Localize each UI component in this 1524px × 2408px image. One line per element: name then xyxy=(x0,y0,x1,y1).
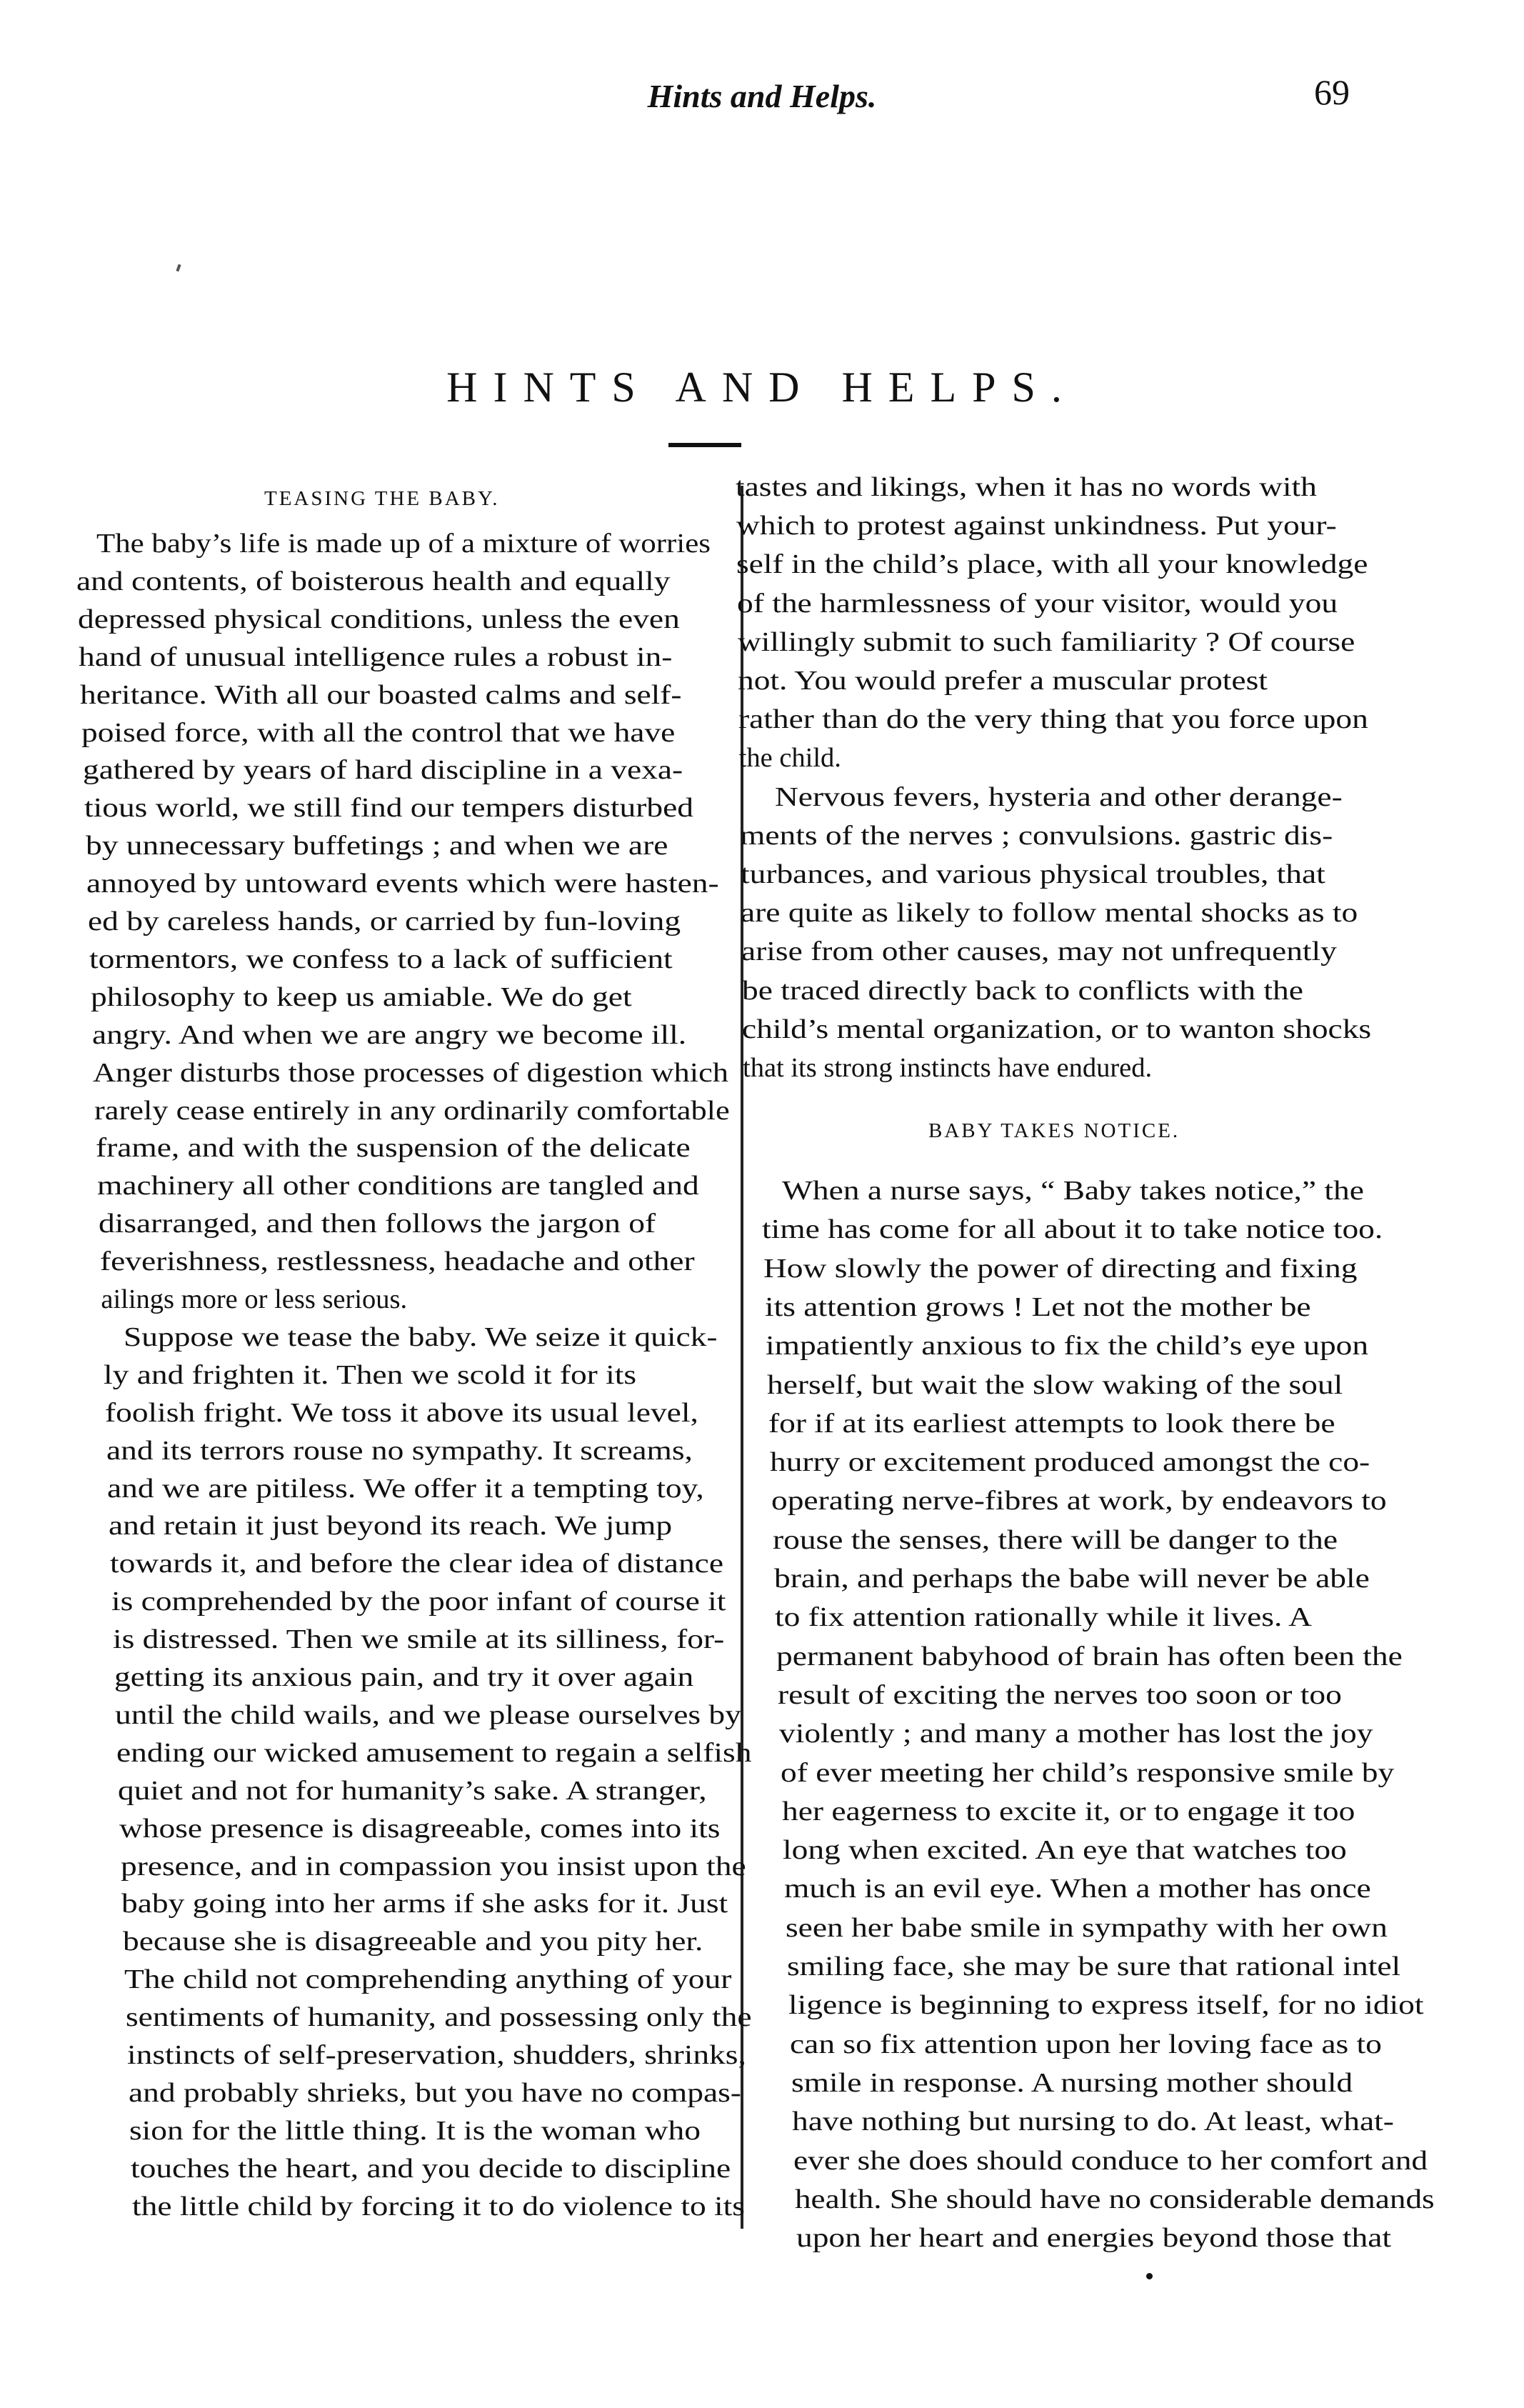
text-line: rather than do the very thing that you force upon xyxy=(738,704,1368,735)
text-line: is comprehended by the poor infant of course it xyxy=(111,1587,726,1617)
text-line: sentiments of humanity, and possessing only the xyxy=(125,2002,752,2033)
text-line: of ever meeting her child’s responsive smile by xyxy=(780,1757,1394,1788)
text-line: annoyed by untoward events which were hasten- xyxy=(86,869,719,899)
text-line: impatiently anxious to fix the child’s eye upon xyxy=(766,1331,1369,1362)
text-line: is distressed. Then we smile at its silliness, for- xyxy=(112,1624,724,1655)
text-line: turbances, and various physical troubles, that xyxy=(740,859,1325,889)
text-line: willingly submit to such familiarity ? Of course xyxy=(737,626,1355,657)
text-line: of the harmlessness of your visitor, would you xyxy=(737,588,1338,619)
text-line: can so fix attention upon her loving face as to xyxy=(789,2029,1382,2059)
text-line: When a nurse says, “ Baby takes notice,” the xyxy=(782,1176,1364,1206)
section-heading-teasing: TEASING THE BABY. xyxy=(264,487,500,510)
text-line: violently ; and many a mother has lost the joy xyxy=(778,1719,1373,1749)
text-line: Suppose we tease the baby. We seize it quick- xyxy=(124,1322,718,1352)
text-line: poised force, with all the control that we have xyxy=(81,717,676,748)
text-line: ever she does should conduce to her comfort and xyxy=(793,2145,1428,2176)
text-line: foolish fright. We toss it above its usual level, xyxy=(104,1397,698,1428)
text-line: self in the child’s place, with all your knowledge xyxy=(736,549,1368,580)
text-line: philosophy to keep us amiable. We do get xyxy=(90,981,632,1012)
text-line: rarely cease entirely in any ordinarily comfortable xyxy=(94,1095,730,1126)
text-line: How slowly the power of directing and fixing xyxy=(763,1253,1358,1284)
text-line: baby going into her arms if she asks for it. Just xyxy=(121,1889,728,1919)
text-line: upon her heart and energies beyond those that xyxy=(796,2223,1392,2254)
text-line: result of exciting the nerves too soon or too xyxy=(778,1679,1342,1710)
text-line: whose presence is disagreeable, comes into its xyxy=(119,1813,721,1844)
text-line: Anger disturbs those processes of digestion which xyxy=(93,1057,729,1088)
text-line: arise from other causes, may not unfrequently xyxy=(741,936,1337,967)
text-line: frame, and with the suspension of the delicate xyxy=(96,1133,691,1164)
title-rule xyxy=(668,443,741,447)
text-line: are quite as likely to follow mental shocks as to xyxy=(741,898,1358,929)
page-number: 69 xyxy=(1314,72,1350,112)
stray-mark xyxy=(176,264,181,272)
text-line: disarranged, and then follows the jargon of xyxy=(98,1209,656,1239)
text-line: operating nerve-fibres at work, by endeavors to xyxy=(771,1486,1387,1517)
text-line: the little child by forcing it to do violence to its xyxy=(132,2191,745,2222)
text-line: ed by careless hands, or carried by fun-loving xyxy=(88,906,681,936)
text-line: and retain it just beyond its reach. We jump xyxy=(109,1511,673,1542)
text-line: tastes and likings, when it has no words with xyxy=(736,472,1317,502)
text-line: gathered by years of hard discipline in a vexa- xyxy=(82,755,683,786)
text-line: herself, but wait the slow waking of the soul xyxy=(767,1369,1343,1400)
text-line: permanent babyhood of brain has often been the xyxy=(776,1641,1403,1672)
text-line: quiet and not for humanity’s sake. A stranger, xyxy=(118,1775,707,1806)
text-line: Nervous fevers, hysteria and other derange- xyxy=(775,781,1343,812)
text-line: The child not comprehending anything of your xyxy=(124,1964,732,1995)
text-line: feverishness, restlessness, headache and other xyxy=(99,1247,695,1277)
text-line: health. She should have no considerable demands xyxy=(795,2184,1435,2214)
text-line: not. You would prefer a muscular protest xyxy=(738,666,1268,696)
text-line: by unnecessary buffetings ; and when we are xyxy=(85,831,668,861)
text-line: child’s mental organization, or to wanton shocks xyxy=(742,1014,1372,1044)
text-line: and its terrors rouse no sympathy. It screams, xyxy=(106,1435,693,1466)
text-line: hurry or excitement produced amongst the co- xyxy=(769,1447,1370,1478)
text-line: hand of unusual intelligence rules a robust in- xyxy=(79,641,673,672)
article-title: HINTS AND HELPS. xyxy=(446,364,1078,411)
text-line: getting its anxious pain, and try it over again xyxy=(114,1662,693,1692)
text-line: its attention grows ! Let not the mother be xyxy=(764,1292,1311,1322)
text-line: seen her babe smile in sympathy with her own xyxy=(786,1912,1388,1943)
text-line: heritance. With all our boasted calms and self- xyxy=(80,679,682,710)
text-line: sion for the little thing. It is the woman who xyxy=(129,2115,701,2146)
text-line: to fix attention rationally while it lives. A xyxy=(775,1602,1313,1633)
text-line: have nothing but nursing to do. At least, what- xyxy=(792,2107,1395,2137)
text-line: that its strong instincts have endured. xyxy=(743,1053,1153,1083)
text-line: and contents, of boisterous health and equally xyxy=(76,566,671,596)
text-line: the child. xyxy=(738,743,841,774)
text-line: because she is disagreeable and you pity her. xyxy=(123,1927,703,1957)
text-line: smile in response. A nursing mother should xyxy=(791,2067,1353,2098)
text-line: depressed physical conditions, unless the even xyxy=(77,604,680,634)
running-head: Hints and Helps. xyxy=(647,78,877,114)
text-line: much is an evil eye. When a mother has once xyxy=(784,1874,1371,1904)
text-line: machinery all other conditions are tangled and xyxy=(96,1171,699,1201)
text-line: rouse the senses, there will be danger to the xyxy=(772,1524,1338,1555)
text-line: until the child wails, and we please ourselves by xyxy=(115,1699,742,1730)
text-line: be traced directly back to conflicts with the xyxy=(741,975,1303,1006)
text-line: towards it, and before the clear idea of distance xyxy=(110,1549,724,1579)
text-line: ligence is beginning to express itself, for no idiot xyxy=(788,1990,1424,2021)
text-line: and probably shrieks, but you have no compas- xyxy=(128,2077,741,2108)
text-line: tious world, we still find our tempers disturbed xyxy=(84,793,693,824)
text-line: ments of the nerves ; convulsions. gastric dis- xyxy=(740,820,1333,851)
text-line: her eagerness to excite it, or to engage it too xyxy=(781,1796,1355,1827)
text-line: presence, and in compassion you insist upon the xyxy=(120,1851,746,1882)
text-line: The baby’s life is made up of a mixture of worries xyxy=(96,529,711,559)
text-line: touches the heart, and you decide to discipline xyxy=(131,2153,731,2184)
section-heading-notice: BABY TAKES NOTICE. xyxy=(928,1119,1180,1142)
text-line: which to protest against unkindness. Put your- xyxy=(736,511,1337,541)
text-line: ending our wicked amusement to regain a selfish xyxy=(116,1737,752,1768)
text-line: for if at its earliest attempts to look there be xyxy=(768,1408,1335,1439)
text-line: tormentors, we confess to a lack of sufficient xyxy=(89,944,673,974)
printer-dot xyxy=(1146,2273,1153,2279)
text-line: ailings more or less serious. xyxy=(101,1284,408,1314)
text-line: and we are pitiless. We offer it a tempting toy, xyxy=(107,1473,705,1504)
text-line: smiling face, she may be sure that rational intel xyxy=(787,1952,1401,1982)
text-line: brain, and perhaps the babe will never be able xyxy=(773,1564,1370,1594)
text-line: long when excited. An eye that watches too xyxy=(783,1835,1348,1866)
text-line: angry. And when we are angry we become ill. xyxy=(91,1019,686,1050)
text-line: ly and frighten it. Then we scold it for its xyxy=(104,1359,637,1390)
text-line: instincts of self-preservation, shudders, shrinks, xyxy=(126,2040,746,2070)
text-line: time has come for all about it to take notice too. xyxy=(761,1214,1383,1245)
